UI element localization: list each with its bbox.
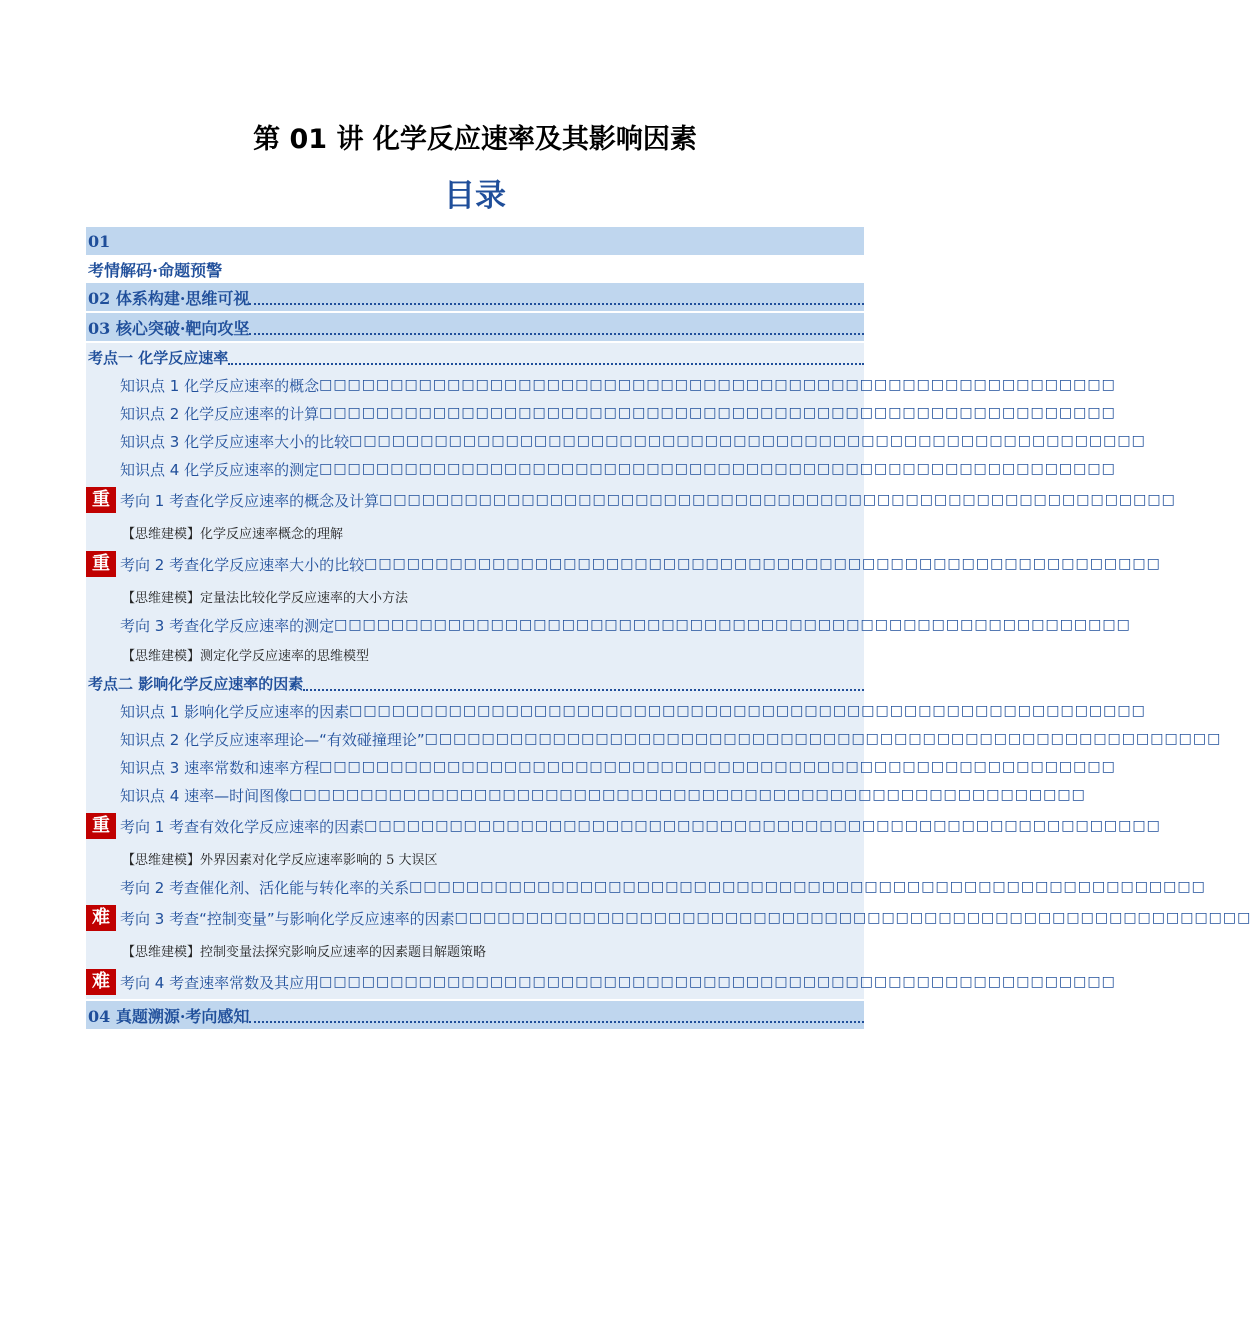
difficult-point-badge: 难 — [86, 905, 116, 931]
toc-item-kd1-3[interactable] — [86, 427, 1146, 455]
toc-section-04[interactable] — [86, 1001, 864, 1029]
toc-section-02-text: 02 体系构建·思维可视 — [88, 288, 250, 308]
difficult-point-badge: 难 — [86, 969, 116, 995]
toc-item-text: 知识点 4 速率—时间图像 — [120, 786, 290, 805]
toc-item-text: 考向 2 考查催化剂、活化能与转化率的关系 — [120, 878, 410, 897]
toc-kaoxiang-kd2-2[interactable] — [86, 873, 1206, 901]
toc-item-kd2-4[interactable] — [86, 781, 1086, 809]
toc-item-text: 知识点 2 化学反应速率的计算 — [120, 404, 320, 423]
box-leader: □□□□□□□□□□□□□□□□□□□□□□□□□□□□□□□□□□□□□□□□□□□□□□□□□□□□□□□□ — [379, 492, 1176, 508]
toc-section-01-label[interactable] — [86, 255, 864, 283]
toc-item-text: 考向 2 考查化学反应速率大小的比较 — [120, 555, 365, 574]
toc-item-text: 知识点 1 化学反应速率的概念 — [120, 376, 320, 395]
box-leader: □□□□□□□□□□□□□□□□□□□□□□□□□□□□□□□□□□□□□□□□□□□□□□□□□□□□□□□□ — [289, 787, 1086, 803]
toc-section-03[interactable] — [86, 313, 864, 341]
key-point-badge: 重 — [86, 813, 116, 839]
box-leader: □□□□□□□□□□□□□□□□□□□□□□□□□□□□□□□□□□□□□□□□□□□□□□□□□□□□□□□□ — [364, 818, 1161, 834]
toc-kaodian-2-text: 考点二 影响化学反应速率的因素 — [88, 674, 304, 693]
box-leader: □□□□□□□□□□□□□□□□□□□□□□□□□□□□□□□□□□□□□□□□□□□□□□□□□□□□□□□□ — [319, 759, 1116, 775]
toc-section-01-number-text: 01 — [88, 231, 111, 251]
box-leader: □□□□□□□□□□□□□□□□□□□□□□□□□□□□□□□□□□□□□□□□□□□□□□□□□□□□□□□□ — [454, 910, 1251, 926]
toc-kaoxiang-kd2-1[interactable] — [86, 809, 1161, 843]
toc-item-kd2-3[interactable] — [86, 753, 1116, 781]
toc-item-text: 知识点 4 化学反应速率的测定 — [120, 460, 320, 479]
toc-note-kd2-3[interactable] — [86, 935, 864, 965]
box-leader: □□□□□□□□□□□□□□□□□□□□□□□□□□□□□□□□□□□□□□□□□□□□□□□□□□□□□□□□ — [424, 731, 1222, 747]
box-leader: □□□□□□□□□□□□□□□□□□□□□□□□□□□□□□□□□□□□□□□□□□□□□□□□□□□□□□□□ — [319, 377, 1116, 393]
toc-item-kd1-4[interactable] — [86, 455, 1116, 483]
toc-note-kd1-3[interactable] — [86, 639, 864, 669]
box-leader: □□□□□□□□□□□□□□□□□□□□□□□□□□□□□□□□□□□□□□□□□□□□□□□□□□□□□□□□ — [319, 461, 1116, 477]
toc-note-text: 【思维建模】测定化学反应速率的思维模型 — [122, 648, 370, 664]
document-title: 第 01 讲 化学反应速率及其影响因素 — [253, 124, 697, 155]
toc-kaoxiang-kd1-2[interactable] — [86, 547, 1161, 581]
dot-leader — [249, 1015, 864, 1023]
toc-heading: 目录 — [444, 178, 506, 214]
key-point-badge: 重 — [86, 487, 116, 513]
toc-section-01-label-text: 考情解码·命题预警 — [88, 260, 223, 280]
key-point-badge: 重 — [86, 551, 116, 577]
toc-note-text: 【思维建模】控制变量法探究影响反应速率的因素题目解题策略 — [122, 944, 487, 960]
toc-kaoxiang-kd1-1[interactable] — [86, 483, 1176, 517]
box-leader: □□□□□□□□□□□□□□□□□□□□□□□□□□□□□□□□□□□□□□□□□□□□□□□□□□□□□□□□ — [349, 703, 1146, 719]
toc-note-kd1-1[interactable] — [86, 517, 864, 547]
toc-note-text: 【思维建模】化学反应速率概念的理解 — [122, 526, 344, 542]
toc-item-text: 考向 4 考查速率常数及其应用 — [120, 973, 320, 992]
box-leader: □□□□□□□□□□□□□□□□□□□□□□□□□□□□□□□□□□□□□□□□□□□□□□□□□□□□□□□□ — [334, 617, 1131, 633]
box-leader: □□□□□□□□□□□□□□□□□□□□□□□□□□□□□□□□□□□□□□□□□□□□□□□□□□□□□□□□ — [319, 974, 1116, 990]
toc-kaodian-1[interactable] — [86, 343, 864, 371]
toc-kaoxiang-kd1-3[interactable] — [86, 611, 1131, 639]
toc-kaoxiang-kd2-4[interactable] — [86, 965, 1116, 999]
toc-item-text: 考向 1 考查有效化学反应速率的因素 — [120, 817, 365, 836]
dot-leader — [228, 357, 864, 365]
toc-kaodian-1-text: 考点一 化学反应速率 — [88, 348, 229, 367]
toc-item-kd1-1[interactable] — [86, 371, 1116, 399]
toc-item-text: 知识点 1 影响化学反应速率的因素 — [120, 702, 350, 721]
toc-section-03-text: 03 核心突破·靶向攻坚 — [88, 318, 250, 338]
toc-item-kd1-2[interactable] — [86, 399, 1116, 427]
table-of-contents — [86, 227, 1251, 1029]
toc-item-text: 考向 3 考查“控制变量”与影响化学反应速率的因素 — [120, 909, 455, 928]
toc-note-kd1-2[interactable] — [86, 581, 864, 611]
box-leader: □□□□□□□□□□□□□□□□□□□□□□□□□□□□□□□□□□□□□□□□□□□□□□□□□□□□□□□□ — [349, 433, 1146, 449]
toc-item-text: 考向 1 考查化学反应速率的概念及计算 — [120, 491, 380, 510]
dot-leader — [249, 297, 864, 305]
toc-section-04-text: 04 真题溯源·考向感知 — [88, 1006, 250, 1026]
toc-item-text: 知识点 3 化学反应速率大小的比较 — [120, 432, 350, 451]
toc-item-kd2-2[interactable] — [86, 725, 1222, 753]
toc-kaodian-2[interactable] — [86, 669, 864, 697]
box-leader: □□□□□□□□□□□□□□□□□□□□□□□□□□□□□□□□□□□□□□□□□□□□□□□□□□□□□□□□ — [409, 879, 1206, 895]
toc-item-text: 知识点 3 速率常数和速率方程 — [120, 758, 320, 777]
box-leader: □□□□□□□□□□□□□□□□□□□□□□□□□□□□□□□□□□□□□□□□□□□□□□□□□□□□□□□□ — [364, 556, 1161, 572]
toc-note-kd2-1[interactable] — [86, 843, 864, 873]
toc-kaoxiang-kd2-3[interactable] — [86, 901, 1251, 935]
toc-note-text: 【思维建模】定量法比较化学反应速率的大小方法 — [122, 590, 409, 606]
toc-section-01-number[interactable] — [86, 227, 864, 255]
dot-leader — [303, 683, 864, 691]
toc-item-kd2-1[interactable] — [86, 697, 1146, 725]
toc-note-text: 【思维建模】外界因素对化学反应速率影响的 5 大误区 — [122, 852, 438, 868]
toc-item-text: 知识点 2 化学反应速率理论—“有效碰撞理论” — [120, 730, 425, 749]
box-leader: □□□□□□□□□□□□□□□□□□□□□□□□□□□□□□□□□□□□□□□□□□□□□□□□□□□□□□□□ — [319, 405, 1116, 421]
toc-section-02[interactable] — [86, 283, 864, 311]
dot-leader — [249, 327, 864, 335]
toc-item-text: 考向 3 考查化学反应速率的测定 — [120, 616, 335, 635]
